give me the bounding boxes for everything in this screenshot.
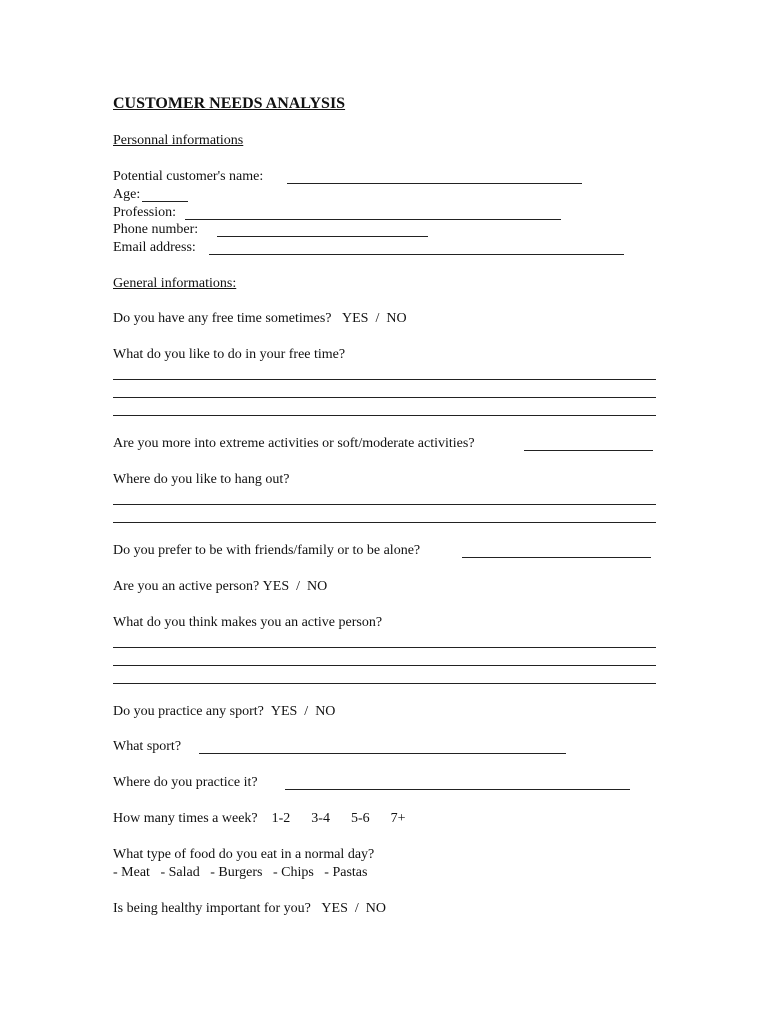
friends-answer-line[interactable] <box>462 557 651 558</box>
option-separator: / <box>296 579 301 594</box>
name-field-line[interactable] <box>287 183 582 184</box>
question-free-time <box>113 311 407 327</box>
question-text: How many times a week? <box>113 811 258 826</box>
food-option[interactable]: - Chips <box>272 865 314 880</box>
question-text: Do you have any free time sometimes? <box>113 311 332 326</box>
freq-option[interactable]: 1-2 <box>271 811 291 826</box>
food-options <box>113 865 367 881</box>
answer-line[interactable] <box>113 504 656 505</box>
question-sport <box>113 704 335 720</box>
question-extreme: Are you more into extreme activities or soft/moderate activities? <box>113 436 475 451</box>
profession-label: Profession: <box>113 205 176 220</box>
no-option[interactable]: NO <box>307 579 328 594</box>
food-option[interactable]: - Meat <box>113 865 150 880</box>
freq-option[interactable]: 7+ <box>390 811 406 826</box>
answer-line[interactable] <box>113 379 656 380</box>
extreme-answer-line[interactable] <box>524 450 653 451</box>
no-option[interactable]: NO <box>315 704 336 719</box>
age-field-line[interactable] <box>142 201 188 202</box>
question-food: What type of food do you eat in a normal day? <box>113 847 375 862</box>
question-friends: Do you prefer to be with friends/family or to be alone? <box>113 543 421 558</box>
phone-label: Phone number: <box>113 222 199 237</box>
question-active-why: What do you think makes you an active person? <box>113 615 383 630</box>
question-how-many <box>113 811 406 827</box>
question-text: Do you practice any sport? <box>113 704 264 719</box>
yes-option[interactable]: YES <box>341 311 369 326</box>
option-separator: / <box>354 901 359 916</box>
email-label: Email address: <box>113 240 196 255</box>
email-field-line[interactable] <box>209 254 624 255</box>
yes-option[interactable]: YES <box>262 579 290 594</box>
general-info-heading: General informations: <box>113 276 237 291</box>
answer-line[interactable] <box>113 522 656 523</box>
question-active <box>113 579 327 595</box>
phone-field-line[interactable] <box>217 236 428 237</box>
question-healthy <box>113 901 386 917</box>
answer-line[interactable] <box>113 415 656 416</box>
question-what-sport: What sport? <box>113 739 182 754</box>
freq-option[interactable]: 3-4 <box>311 811 330 826</box>
food-option[interactable]: - Salad <box>160 865 200 880</box>
answer-line[interactable] <box>113 683 656 684</box>
yes-option[interactable]: YES <box>270 704 298 719</box>
age-label: Age: <box>113 187 141 202</box>
where-sport-answer-line[interactable] <box>285 789 630 790</box>
question-text: Are you an active person? <box>113 579 260 594</box>
question-where-sport: Where do you practice it? <box>113 775 258 790</box>
option-separator: / <box>304 704 309 719</box>
answer-line[interactable] <box>113 397 656 398</box>
freq-option[interactable]: 5-6 <box>350 811 370 826</box>
name-label: Potential customer's name: <box>113 169 264 184</box>
question-hang-out: Where do you like to hang out? <box>113 472 290 487</box>
page-title: CUSTOMER NEEDS ANALYSIS <box>113 95 346 112</box>
profession-field-line[interactable] <box>185 219 561 220</box>
no-option[interactable]: NO <box>386 311 407 326</box>
yes-option[interactable]: YES <box>321 901 348 916</box>
question-like-free-time: What do you like to do in your free time? <box>113 347 346 362</box>
no-option[interactable]: NO <box>365 901 386 916</box>
option-separator: / <box>375 311 380 326</box>
personal-info-heading: Personnal informations <box>113 133 244 148</box>
food-option[interactable]: - Burgers <box>210 865 263 880</box>
sport-answer-line[interactable] <box>199 753 566 754</box>
question-text: Is being healthy important for you? <box>113 901 311 916</box>
answer-line[interactable] <box>113 647 656 648</box>
answer-line[interactable] <box>113 665 656 666</box>
food-option[interactable]: - Pastas <box>324 865 368 880</box>
